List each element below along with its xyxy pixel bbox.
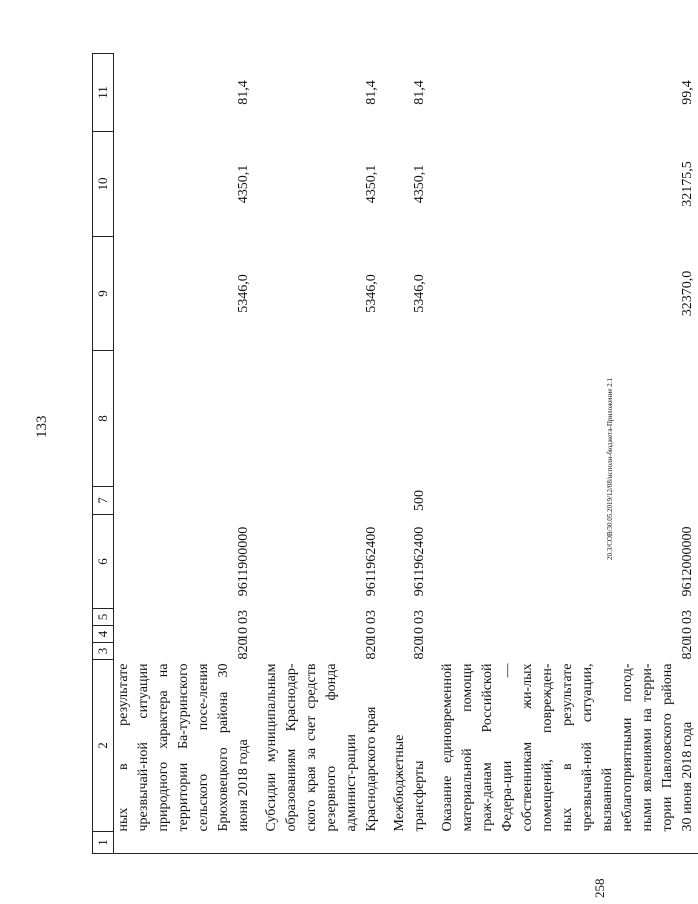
value-cell: 81,4: [364, 80, 379, 105]
code-cell: 820: [412, 638, 427, 660]
row-description: Субсидии муниципальным образованиям Краснодар-ского края за счет средств резервного фонда админист-рации Краснодарского края: [264, 663, 379, 832]
header-cell: 8: [93, 351, 114, 487]
value-cell: [430, 351, 698, 487]
value-cell: 32175,5: [680, 161, 695, 207]
header-cell: 4: [93, 626, 114, 643]
header-row: [93, 54, 114, 854]
code-cell: 10: [236, 627, 251, 641]
header-cell: 9: [93, 237, 114, 351]
row-marker-cell: [430, 832, 698, 854]
code-cell: [114, 487, 255, 515]
value-cell: 4350,1: [412, 164, 427, 204]
header-cell: 2: [93, 660, 114, 832]
code-cell: 03: [236, 610, 251, 624]
code-cell: 9611962400: [364, 526, 379, 597]
code-cell: 500: [412, 490, 427, 511]
value-cell: 99,4: [680, 80, 695, 105]
value-cell: [382, 351, 430, 487]
header-cell: 5: [93, 609, 114, 626]
table-row: [382, 54, 430, 854]
code-cell: 03: [680, 610, 695, 624]
page-number: 133: [34, 415, 50, 438]
header-cell: 3: [93, 643, 114, 660]
code-cell: 03: [412, 610, 427, 624]
row-description: Оказание единовременной материальной помощи граж-данам Российской Федера-ции — собственникам жи-лых помещений, поврежден-ных в результате чрезвычай-ной ситуации, вызванной неблагоприятными погод-ными явлениями на терри-тории Павловского района 30 июня 2018 года: [440, 663, 695, 832]
budget-table: [92, 53, 698, 854]
value-cell: [254, 351, 382, 487]
value-cell: 81,4: [412, 80, 427, 105]
value-cell: 5346,0: [364, 274, 379, 313]
value-cell: 81,4: [236, 80, 251, 105]
row-description: ных в результате чрезвычай-ной ситуации природного характера на территории Ба-туринского сельского посе-ления Брюховецкого района 30 июня 2018 года: [116, 663, 251, 832]
row-description: Межбюджетные трансферты: [392, 734, 427, 832]
code-cell: 820: [236, 638, 251, 660]
code-cell: 03: [364, 610, 379, 624]
value-cell: 5346,0: [412, 274, 427, 313]
row-marker-cell: [382, 832, 430, 854]
row-marker-cell: [114, 832, 255, 854]
code-cell: [430, 487, 698, 515]
value-cell: 4350,1: [236, 164, 251, 204]
value-cell: 4350,1: [364, 164, 379, 204]
header-cell: 6: [93, 515, 114, 609]
code-cell: 9611900000: [236, 526, 251, 597]
footer-file-path: 20.3/СОВ/30.05.2019/12/08/исполн-бюджета-Приложение 2.1: [606, 378, 614, 560]
row-marker-cell: [254, 832, 382, 854]
value-cell: [114, 351, 255, 487]
code-cell: 10: [412, 627, 427, 641]
code-cell: [254, 487, 382, 515]
header-cell: 10: [93, 132, 114, 237]
value-cell: 32370,0: [680, 270, 695, 317]
code-cell: 820: [364, 638, 379, 660]
code-cell: 9612000000: [680, 526, 695, 597]
corner-page-number: 258: [592, 878, 607, 898]
code-cell: 9611962400: [412, 526, 427, 597]
table-row: [430, 54, 698, 854]
table-row: [254, 54, 382, 854]
code-cell: 10: [680, 627, 695, 641]
header-cell: 7: [93, 487, 114, 515]
value-cell: 5346,0: [236, 274, 251, 313]
code-cell: 820: [680, 638, 695, 660]
code-cell: 10: [364, 627, 379, 641]
header-cell: 11: [93, 54, 114, 132]
header-cell: 1: [93, 832, 114, 854]
table-row: [114, 54, 255, 854]
